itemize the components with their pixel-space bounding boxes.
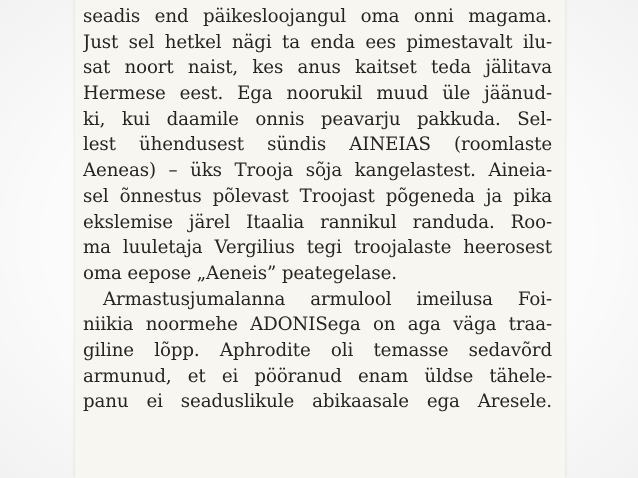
paragraph-2 <box>83 287 552 415</box>
text-line: Hermese eest. Ega noorukil muud üle jäänud- <box>83 83 552 105</box>
text-line: Armastusjumalanna armulool imeilusa Foi- <box>103 288 552 310</box>
text-line: lest ühendusest sündis AINEIAS (roomlaste <box>83 134 552 156</box>
text-line: seadis end päikesloojangul oma onni magama. <box>83 6 552 27</box>
paragraph-1 <box>83 4 552 287</box>
text-line: armunud, et ei pööranud enam üldse tähele- <box>83 365 552 387</box>
text-line: panu ei seaduslikule abikaasale ega Aresele. <box>83 391 552 413</box>
text-line: giline lõpp. Aphrodite oli temasse sedavõrd <box>83 339 552 361</box>
text-line: sel õnnestus põlevast Troojast põgeneda ja pika <box>83 185 552 207</box>
text-line: Just sel hetkel nägi ta enda ees pimestavalt ilu- <box>83 31 552 53</box>
text-line: ki, kui daamile onnis peavarju pakkuda. Sel- <box>83 108 552 130</box>
text-line: niikia noormehe ADONISega on aga väga traa- <box>83 314 552 336</box>
text-line: sat noort naist, kes anus kaitset teda jälitava <box>83 57 552 79</box>
text-line: ekslemise järel Itaalia rannikul randuda. Roo- <box>83 211 552 233</box>
text-line: ma luuletaja Vergilius tegi troojalaste heerosest <box>83 237 552 259</box>
text-line: oma eepose „Aeneis” peategelase. <box>83 262 397 284</box>
scanned-book-page <box>75 0 565 478</box>
body-text <box>83 4 552 415</box>
text-line: Aeneas) – üks Trooja sõja kangelastest. Aineia- <box>83 160 552 182</box>
